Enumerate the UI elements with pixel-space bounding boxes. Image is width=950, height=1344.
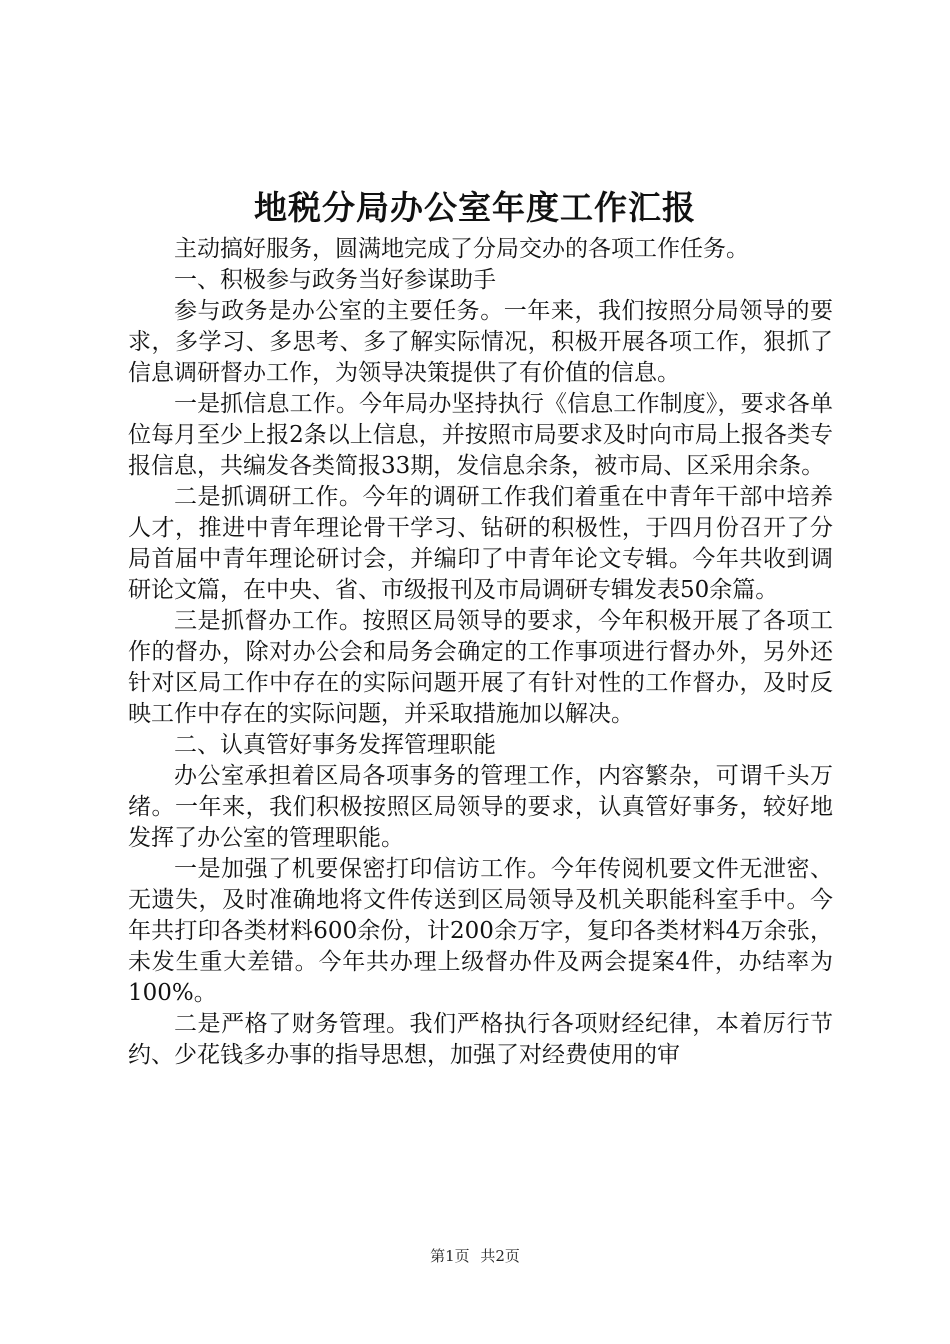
- paragraph: 主动搞好服务，圆满地完成了分局交办的各项工作任务。: [174, 236, 749, 262]
- paragraph: 参与政务是办公室的主要任务。一年来，我们按照分局领导的要求，多学习、多思考、多了解实际情况，积极开展各项工作，狠抓了信息调研督办工作，为领导决策提供了有价值的信息。: [128, 298, 833, 386]
- page-total: 共2页: [480, 1247, 520, 1265]
- document-body: [128, 234, 833, 1071]
- section-heading: 一、积极参与政务当好参谋助手: [174, 267, 496, 293]
- document-title: 地税分局办公室年度工作汇报: [254, 188, 696, 227]
- paragraph: 二是严格了财务管理。我们严格执行各项财经纪律，本着厉行节约、少花钱多办事的指导思想，加强了对经费使用的审: [128, 1011, 833, 1068]
- paragraph: 一是抓信息工作。今年局办坚持执行《信息工作制度》，要求各单位每月至少上报2条以上信息，并按照市局要求及时向市局上报各类专报信息，共编发各类简报33期，发信息余条，被市局、区采用余条。: [128, 391, 833, 479]
- section-heading: 二、认真管好事务发挥管理职能: [174, 732, 496, 758]
- page-footer: [0, 1246, 950, 1266]
- paragraph: 三是抓督办工作。按照区局领导的要求，今年积极开展了各项工作的督办，除对办公会和局务会确定的工作事项进行督办外，另外还针对区局工作中存在的实际问题开展了有针对性的工作督办，及时反映工作中存在的实际问题，并采取措施加以解决。: [128, 608, 833, 727]
- paragraph: 一是加强了机要保密打印信访工作。今年传阅机要文件无泄密、无遗失，及时准确地将文件传送到区局领导及机关职能科室手中。今年共打印各类材料600余份，计200余万字，复印各类材料4万余张，未发生重大差错。今年共办理上级督办件及两会提案4件，办结率为100%。: [128, 856, 833, 1006]
- page-number: 第1页: [430, 1247, 470, 1265]
- paragraph: 办公室承担着区局各项事务的管理工作，内容繁杂，可谓千头万绪。一年来，我们积极按照区局领导的要求，认真管好事务，较好地发挥了办公室的管理职能。: [128, 763, 833, 851]
- paragraph: 二是抓调研工作。今年的调研工作我们着重在中青年干部中培养人才，推进中青年理论骨干学习、钻研的积极性，于四月份召开了分局首届中青年理论研讨会，并编印了中青年论文专辑。今年共收到调研论文篇，在中央、省、市级报刊及市局调研专辑发表50余篇。: [128, 484, 833, 603]
